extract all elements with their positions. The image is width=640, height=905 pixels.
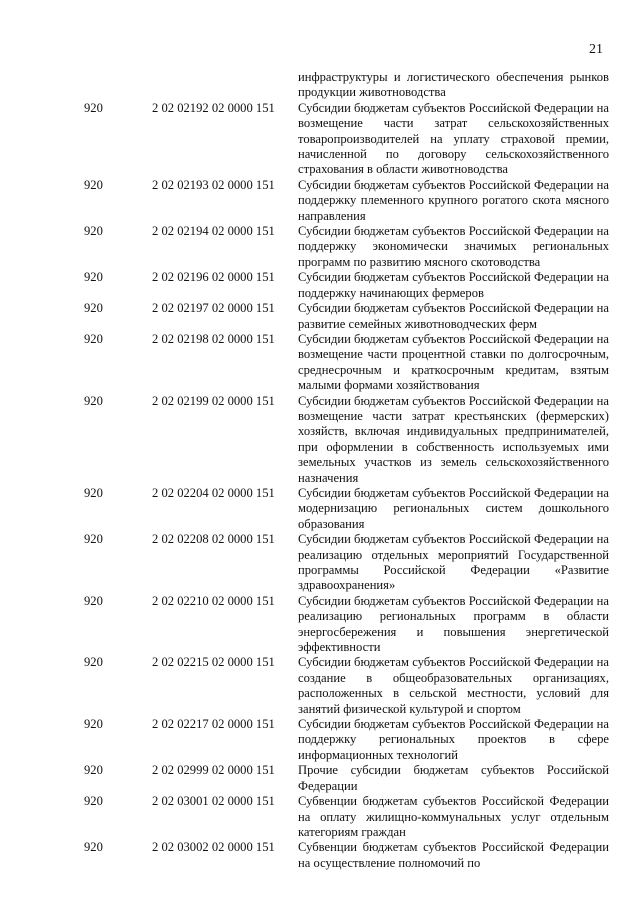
table-row (0, 840, 640, 871)
income-description: Субвенции бюджетам субъектов Российской Федерации на оплату жилищно-коммунальных услуг отдельным категориям граждан (298, 794, 609, 839)
table-row (0, 655, 640, 717)
admin-code: 920 (84, 301, 103, 316)
table-row (0, 486, 640, 532)
admin-code: 920 (84, 100, 103, 115)
table-row (0, 394, 640, 486)
income-description: Прочие субсидии бюджетам субъектов Российской Федерации (298, 763, 609, 793)
admin-code: 920 (84, 393, 103, 408)
income-description: Субсидии бюджетам субъектов Российской Федерации на модернизацию региональных систем дошкольного образования (298, 485, 609, 531)
income-description: Субсидии бюджетам субъектов Российской Федерации на возмещение части процентной ставки по долгосрочным, среднесрочным и краткосрочным кредитам, взятым малыми формами хозяйствования (298, 331, 609, 393)
table-row (0, 717, 640, 763)
income-description: Субсидии бюджетам субъектов Российской Федерации на реализацию отдельных мероприятий Государственной программы Российской Федерации «Развитие здравоохранения» (298, 532, 609, 593)
table-row (0, 301, 640, 332)
income-description: Субсидии бюджетам субъектов Российской Федерации на развитие семейных животноводческих ферм (298, 301, 609, 331)
budget-classification-code: 2 02 02198 02 0000 151 (152, 331, 275, 346)
income-description: Субсидии бюджетам субъектов Российской Федерации на возмещение части затрат крестьянских (фермерских) хозяйств, включая индивидуальных предпринимателей, при оформлении в собственность используемых ими земельных участков из земель сельскохозяйственного назначения (298, 393, 609, 485)
income-description: Субвенции бюджетам субъектов Российской Федерации на осуществление полномочий по (298, 840, 609, 870)
income-description: Субсидии бюджетам субъектов Российской Федерации на возмещение части затрат сельскохозяйственных товаропроизводителей на уплату страховой премии, начисленной по договору сельскохозяйственного страхования в области животноводства (298, 100, 609, 177)
table-row (0, 532, 640, 594)
table-row (0, 794, 640, 840)
page-number: 21 (589, 42, 603, 57)
admin-code: 920 (84, 224, 103, 239)
income-description: инфраструктуры и логистического обеспечения рынков продукции животноводства (298, 70, 609, 100)
admin-code: 920 (84, 270, 103, 285)
table-row (0, 270, 640, 301)
admin-code: 920 (84, 532, 103, 547)
budget-classification-code: 2 02 02217 02 0000 151 (152, 717, 275, 732)
table-row (0, 763, 640, 794)
budget-classification-code: 2 02 03001 02 0000 151 (152, 794, 275, 809)
income-description: Субсидии бюджетам субъектов Российской Федерации на поддержку экономически значимых региональных программ по развитию мясного скотоводства (298, 224, 609, 269)
admin-code: 920 (84, 840, 103, 855)
income-description: Субсидии бюджетам субъектов Российской Федерации на поддержку начинающих фермеров (298, 270, 609, 300)
admin-code: 920 (84, 763, 103, 778)
budget-code-table (0, 70, 640, 871)
admin-code: 920 (84, 794, 103, 809)
budget-classification-code: 2 02 02193 02 0000 151 (152, 177, 275, 192)
table-row (0, 70, 640, 101)
table-row (0, 178, 640, 224)
budget-classification-code: 2 02 02199 02 0000 151 (152, 393, 275, 408)
budget-classification-code: 2 02 02197 02 0000 151 (152, 301, 275, 316)
budget-classification-code: 2 02 02192 02 0000 151 (152, 100, 275, 115)
admin-code: 920 (84, 485, 103, 500)
income-description: Субсидии бюджетам субъектов Российской Федерации на поддержку племенного крупного рогатого скота мясного направления (298, 177, 609, 223)
budget-classification-code: 2 02 02208 02 0000 151 (152, 532, 275, 547)
admin-code: 920 (84, 717, 103, 732)
income-description: Субсидии бюджетам субъектов Российской Федерации на реализацию региональных программ в области энергосбережения и повышения энергетической эффективности (298, 593, 609, 655)
budget-classification-code: 2 02 02210 02 0000 151 (152, 593, 275, 608)
budget-classification-code: 2 02 02196 02 0000 151 (152, 270, 275, 285)
admin-code: 920 (84, 655, 103, 670)
budget-classification-code: 2 02 02999 02 0000 151 (152, 763, 275, 778)
admin-code: 920 (84, 331, 103, 346)
budget-classification-code: 2 02 02194 02 0000 151 (152, 224, 275, 239)
table-row (0, 594, 640, 656)
income-description: Субсидии бюджетам субъектов Российской Федерации на поддержку региональных проектов в сфере информационных технологий (298, 717, 609, 762)
budget-classification-code: 2 02 02204 02 0000 151 (152, 485, 275, 500)
admin-code: 920 (84, 177, 103, 192)
income-description: Субсидии бюджетам субъектов Российской Федерации на создание в общеобразовательных организациях, расположенных в сельской местности, условий для занятий физической культурой и спортом (298, 655, 609, 716)
budget-classification-code: 2 02 02215 02 0000 151 (152, 655, 275, 670)
table-row (0, 332, 640, 394)
table-row (0, 101, 640, 178)
budget-classification-code: 2 02 03002 02 0000 151 (152, 840, 275, 855)
table-row (0, 224, 640, 270)
admin-code: 920 (84, 593, 103, 608)
